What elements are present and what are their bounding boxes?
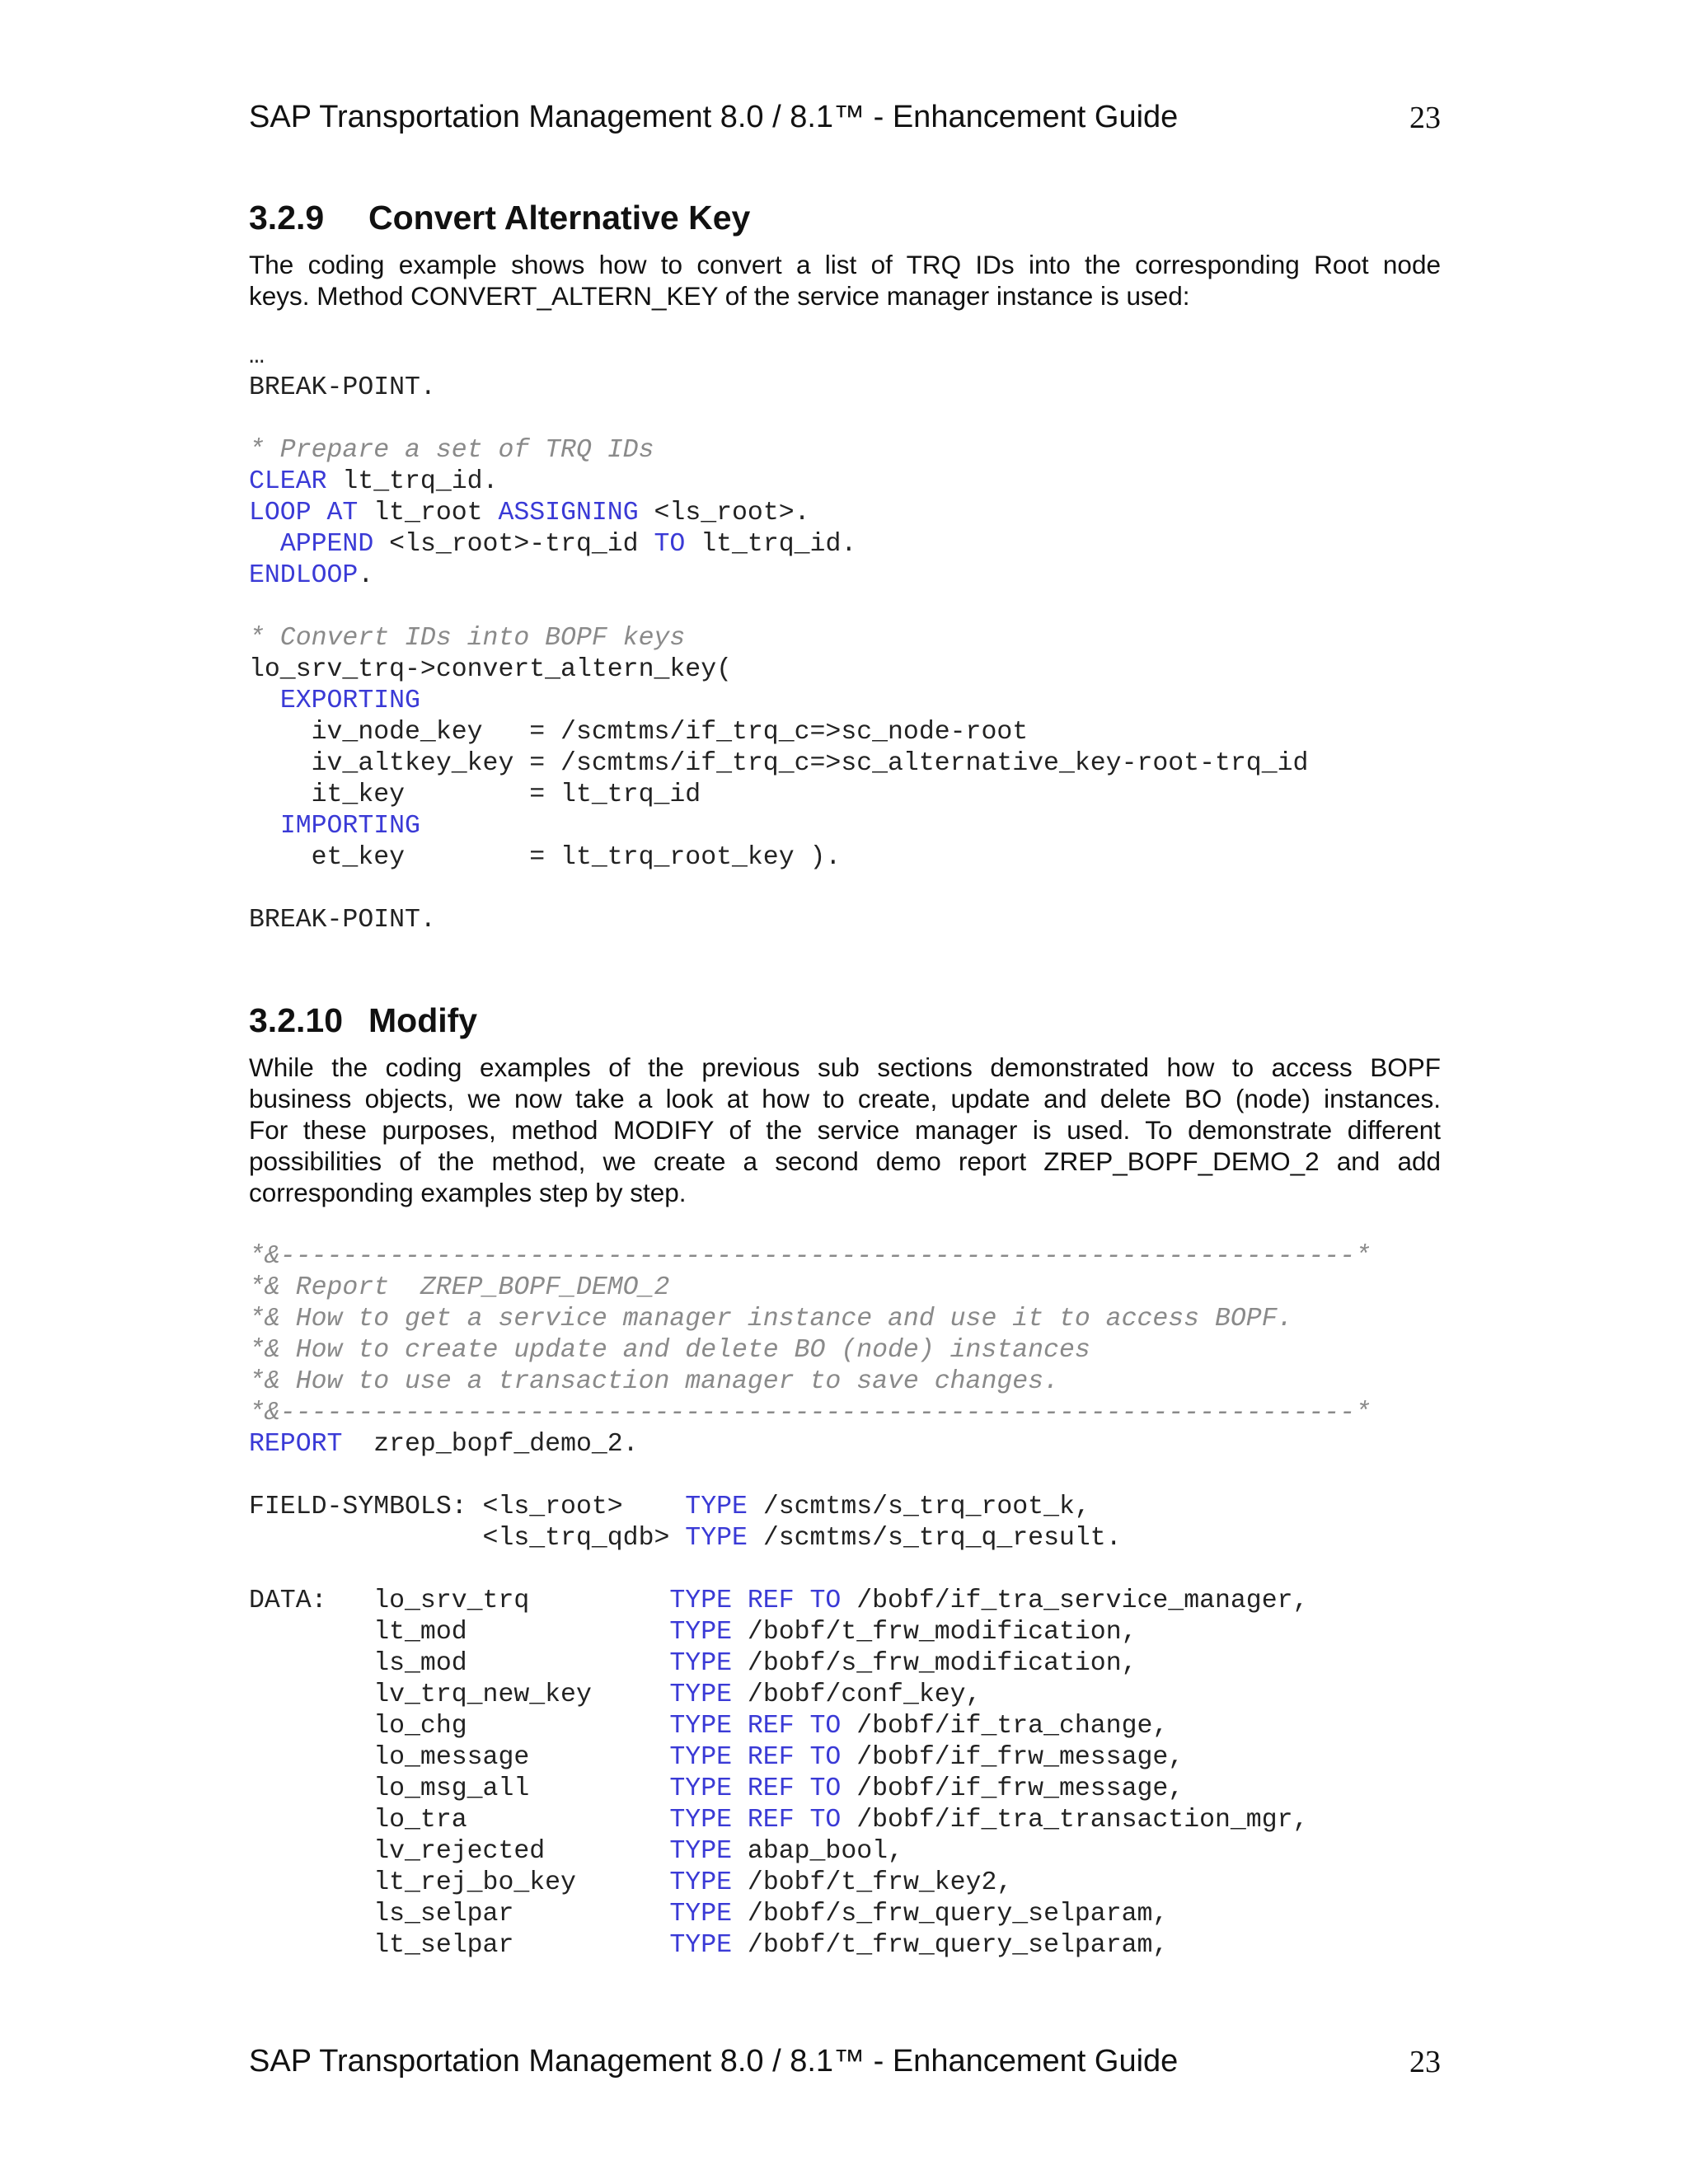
code-keyword: TYPE REF TO [669,1586,842,1615]
code-line [249,1241,1371,1272]
section-heading-modify [249,1001,477,1040]
code-text: /bobf/if_frw_message, [841,1743,1184,1772]
code-line [249,1899,1371,1930]
code-line [249,1398,1371,1429]
paragraph-line: business objects, we now take a look at how to create, update and delete BO (node) instances. [249,1084,1441,1113]
code-text: lv_rejected [249,1837,670,1866]
code-line [249,654,1308,686]
header-title: SAP Transportation Management 8.0 / 8.1™ - Enhancement Guide [249,100,1179,134]
code-keyword: TYPE REF TO [669,1806,842,1835]
code-text: lt_selpar [249,1931,670,1960]
code-text [249,687,280,715]
code-line [249,1554,1371,1586]
code-text [249,530,280,559]
code-text: /bobf/if_frw_message, [841,1774,1184,1803]
section-title: Modify [368,1001,478,1039]
code-keyword: TYPE [669,1618,733,1647]
code-keyword: TYPE [669,1680,733,1709]
code-text: <ls_trq_qdb> [249,1524,686,1553]
code-line [249,498,1308,529]
code-line [249,842,1308,874]
code-line [249,623,1308,654]
paragraph-line: possibilities of the method, we create a second demo report ZREP_BOPF_DEMO_2 and add [249,1146,1441,1176]
code-comment: *& Report ZREP_BOPF_DEMO_2 [249,1273,670,1302]
code-text: lt_rej_bo_key [249,1868,670,1897]
page-header [249,100,1441,141]
code-keyword: ASSIGNING [498,499,639,527]
code-text: /bobf/if_tra_service_manager, [841,1586,1309,1615]
code-line [249,435,1308,466]
code-keyword: LOOP AT [249,499,359,527]
code-line [249,1492,1371,1523]
code-keyword: IMPORTING [279,812,420,841]
code-line [249,1680,1371,1711]
code-text: /bobf/if_tra_transaction_mgr, [841,1806,1309,1835]
code-text: lt_root [358,499,499,527]
section-heading-convert-alternative-key [249,199,750,237]
code-line [249,1304,1371,1335]
code-text: lv_trq_new_key [249,1680,670,1709]
code-text: /scmtms/s_trq_root_k, [747,1493,1090,1521]
code-keyword: TYPE [685,1493,748,1521]
code-text: BREAK-POINT. [249,373,436,402]
code-line [249,373,1308,404]
code-line [249,1930,1371,1961]
code-line [249,1586,1371,1617]
code-keyword: TYPE [669,1868,733,1897]
section-number: 3.2.10 [249,1001,343,1039]
section-title: Convert Alternative Key [368,199,751,237]
code-line [249,1335,1371,1366]
code-text: et_key = lt_trq_root_key ). [249,843,842,872]
code-comment: *& How to get a service manager instance and use it to access BOPF. [249,1305,1293,1333]
code-keyword: TYPE [669,1837,733,1866]
code-keyword: REPORT [249,1430,343,1459]
code-line [249,560,1308,592]
code-text: lt_trq_id. [685,530,857,559]
code-text: /bobf/t_frw_key2, [732,1868,1013,1897]
section-paragraph [249,1052,1441,1208]
footer-title: SAP Transportation Management 8.0 / 8.1™ - Enhancement Guide [249,2044,1179,2079]
code-text: FIELD-SYMBOLS: <ls_root> [249,1493,686,1521]
code-keyword: TYPE [685,1524,748,1553]
section-number: 3.2.9 [249,199,325,237]
code-text: . [358,561,374,590]
code-keyword: APPEND [279,530,374,559]
code-text: ls_selpar [249,1900,670,1929]
code-keyword: EXPORTING [279,687,420,715]
code-text: <ls_root>-trq_id [373,530,654,559]
code-line [249,748,1308,780]
code-text: lt_mod [249,1618,670,1647]
code-keyword: ENDLOOP [249,561,359,590]
code-comment: *&---------------------------------------------------------------------* [249,1242,1372,1271]
code-text: zrep_bopf_demo_2. [342,1430,639,1459]
paragraph-line: For these purposes, method MODIFY of the service manager is used. To demonstrate different [249,1115,1441,1145]
paragraph-line: corresponding examples step by step. [249,1178,687,1207]
code-line [249,1868,1371,1899]
paragraph-line: The coding example shows how to convert a list of TRQ IDs into the corresponding Root node [249,250,1441,279]
code-line [249,780,1308,811]
section-paragraph [249,249,1441,312]
code-text: lo_tra [249,1806,670,1835]
code-comment: *& How to create update and delete BO (node) instances [249,1336,1090,1365]
code-keyword: TYPE REF TO [669,1712,842,1741]
code-block-convert-altern-key [249,341,1308,936]
code-line [249,686,1308,717]
header-page-number: 23 [1409,101,1441,135]
code-keyword: TO [654,530,686,559]
code-text: … [249,342,265,371]
code-text: ls_mod [249,1649,670,1678]
code-line [249,592,1308,623]
code-line [249,1742,1371,1774]
code-line [249,1711,1371,1742]
code-text: abap_bool, [732,1837,903,1866]
code-text: lo_message [249,1743,670,1772]
code-line [249,874,1308,905]
code-line [249,1366,1371,1398]
code-block-zrep-bopf-demo-2 [249,1241,1371,1961]
code-keyword: TYPE [669,1649,733,1678]
code-text: /bobf/s_frw_modification, [732,1649,1137,1678]
code-text: /bobf/t_frw_modification, [732,1618,1137,1647]
code-text [249,812,280,841]
code-line [249,404,1308,435]
code-line [249,717,1308,748]
code-text: it_key = lt_trq_id [249,780,701,809]
code-line [249,1617,1371,1648]
code-line [249,1460,1371,1492]
code-text: DATA: lo_srv_trq [249,1586,670,1615]
code-line [249,811,1308,842]
code-comment: * Prepare a set of TRQ IDs [249,436,654,465]
code-line [249,341,1308,373]
code-text: iv_altkey_key = /scmtms/if_trq_c=>sc_alternative_key-root-trq_id [249,749,1309,778]
code-comment: *& How to use a transaction manager to save changes. [249,1367,1059,1396]
code-text: lo_msg_all [249,1774,670,1803]
code-text: BREAK-POINT. [249,906,436,935]
code-keyword: TYPE REF TO [669,1774,842,1803]
code-text: /bobf/if_tra_change, [841,1712,1169,1741]
page-footer [249,2044,1441,2085]
code-text: lt_trq_id. [326,467,499,496]
paragraph-line: keys. Method CONVERT_ALTERN_KEY of the service manager instance is used: [249,281,1190,311]
footer-page-number: 23 [1409,2045,1441,2079]
code-comment: * Convert IDs into BOPF keys [249,624,686,653]
code-keyword: TYPE REF TO [669,1743,842,1772]
code-text: iv_node_key = /scmtms/if_trq_c=>sc_node-root [249,718,1029,747]
code-text: <ls_root>. [638,499,810,527]
code-text: /scmtms/s_trq_q_result. [747,1524,1122,1553]
code-line [249,529,1308,560]
code-text: /bobf/conf_key, [732,1680,982,1709]
code-line [249,1774,1371,1805]
code-line [249,1429,1371,1460]
code-line [249,1805,1371,1836]
code-line [249,1523,1371,1554]
code-text: /bobf/t_frw_query_selparam, [732,1931,1169,1960]
code-keyword: TYPE [669,1900,733,1929]
code-line [249,1648,1371,1680]
code-keyword: TYPE [669,1931,733,1960]
code-text: /bobf/s_frw_query_selparam, [732,1900,1169,1929]
code-text: lo_srv_trq->convert_altern_key( [249,655,732,684]
code-line [249,1836,1371,1868]
code-line [249,466,1308,498]
code-text: lo_chg [249,1712,670,1741]
paragraph-line: While the coding examples of the previous sub sections demonstrated how to access BOPF [249,1052,1441,1082]
code-comment: *&---------------------------------------------------------------------* [249,1399,1372,1427]
code-line [249,905,1308,936]
code-keyword: CLEAR [249,467,327,496]
code-line [249,1272,1371,1304]
